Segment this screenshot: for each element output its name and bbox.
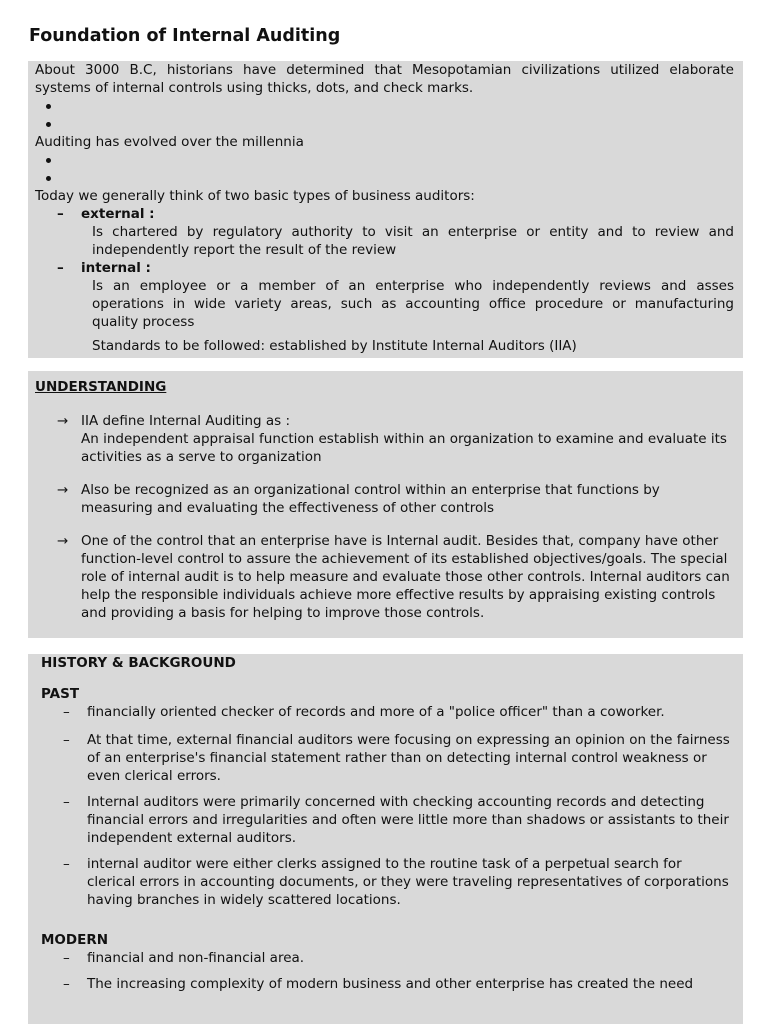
dash-icon: – <box>63 732 70 748</box>
dash-icon: – <box>57 206 64 222</box>
standards-text: Standards to be followed: established by Institute Internal Auditors (IIA) <box>92 338 577 354</box>
understanding-heading: UNDERSTANDING <box>35 379 167 395</box>
understanding-item: → One of the control that an enterprise have is Internal audit. Besides that, company have other function-level control to assure the achievement of its established objectives/goals. The special role of internal audit is to help measure and evaluate those other controls. Internal auditors can help the responsible individuals achieve more effective results by appraising existing controls and providing a basis for helping to improve those controls. <box>57 533 730 621</box>
understanding-item: → Also be recognized as an organizational control within an enterprise that functions by measuring and evaluating the effectiveness of other controls <box>57 482 660 516</box>
dash-icon: – <box>63 856 70 872</box>
arrow-right-icon: → <box>57 533 69 549</box>
understanding-item: → IIA define Internal Auditing as : An independent appraisal function establish within an organization to examine and evaluate its activities as a serve to organization <box>57 413 727 465</box>
empty-bullet <box>35 115 734 133</box>
dash-icon: – <box>57 260 64 276</box>
dash-icon: – <box>63 794 70 810</box>
modern-heading: MODERN <box>41 932 109 948</box>
external-auditor-desc: Is chartered by regulatory authority to visit an enterprise or entity and to review and independently report the result of the review <box>92 224 734 258</box>
arrow-right-icon: → <box>57 482 69 498</box>
empty-bullet-list-2 <box>35 151 734 187</box>
internal-auditor-desc: Is an employee or a member of an enterprise who independently reviews and asses operations in wide variety areas, such as accounting office procedure or manufacturing quality process <box>92 278 734 330</box>
dash-icon: – <box>63 950 70 966</box>
empty-bullet <box>35 151 734 169</box>
past-item: – internal auditor were either clerks assigned to the routine task of a perpetual search for clerical errors in accounting documents, or they were traveling representatives of corporations having branches in widely scattered locations. <box>63 856 729 908</box>
dash-icon: – <box>63 704 70 720</box>
dash-icon: – <box>63 976 70 992</box>
history-heading: HISTORY & BACKGROUND <box>41 655 236 671</box>
modern-item: – financial and non-financial area. <box>63 950 305 966</box>
understanding-section <box>28 371 743 638</box>
history-section <box>28 654 743 1024</box>
external-auditor-label: – external : <box>57 206 155 222</box>
internal-auditor-label: – internal : <box>57 260 151 276</box>
past-item: – At that time, external financial auditors were focusing on expressing an opinion on the fairness of an enterprise's financial statement rather than on detecting internal control weakness or even clerical errors. <box>63 732 730 784</box>
document-title: Foundation of Internal Auditing <box>29 26 341 46</box>
intro-section <box>28 61 743 358</box>
past-item: – financially oriented checker of records and more of a "police officer" than a coworker. <box>63 704 665 720</box>
empty-bullet <box>35 169 734 187</box>
past-heading: PAST <box>41 686 80 702</box>
empty-bullet-list-1 <box>35 97 734 133</box>
intro-paragraph: About 3000 B.C, historians have determined that Mesopotamian civilizations utilized elaborate systems of internal controls using thicks, dots, and check marks. <box>35 62 734 96</box>
arrow-right-icon: → <box>57 413 69 429</box>
empty-bullet <box>35 97 734 115</box>
evolved-text: Auditing has evolved over the millennia <box>35 134 304 150</box>
auditor-types-intro: Today we generally think of two basic types of business auditors: <box>35 188 475 204</box>
past-item: – Internal auditors were primarily concerned with checking accounting records and detecting financial errors and irregularities and often were little more than shadows or assistants to their independent external auditors. <box>63 794 729 846</box>
modern-item: – The increasing complexity of modern business and other enterprise has created the need <box>63 976 694 992</box>
